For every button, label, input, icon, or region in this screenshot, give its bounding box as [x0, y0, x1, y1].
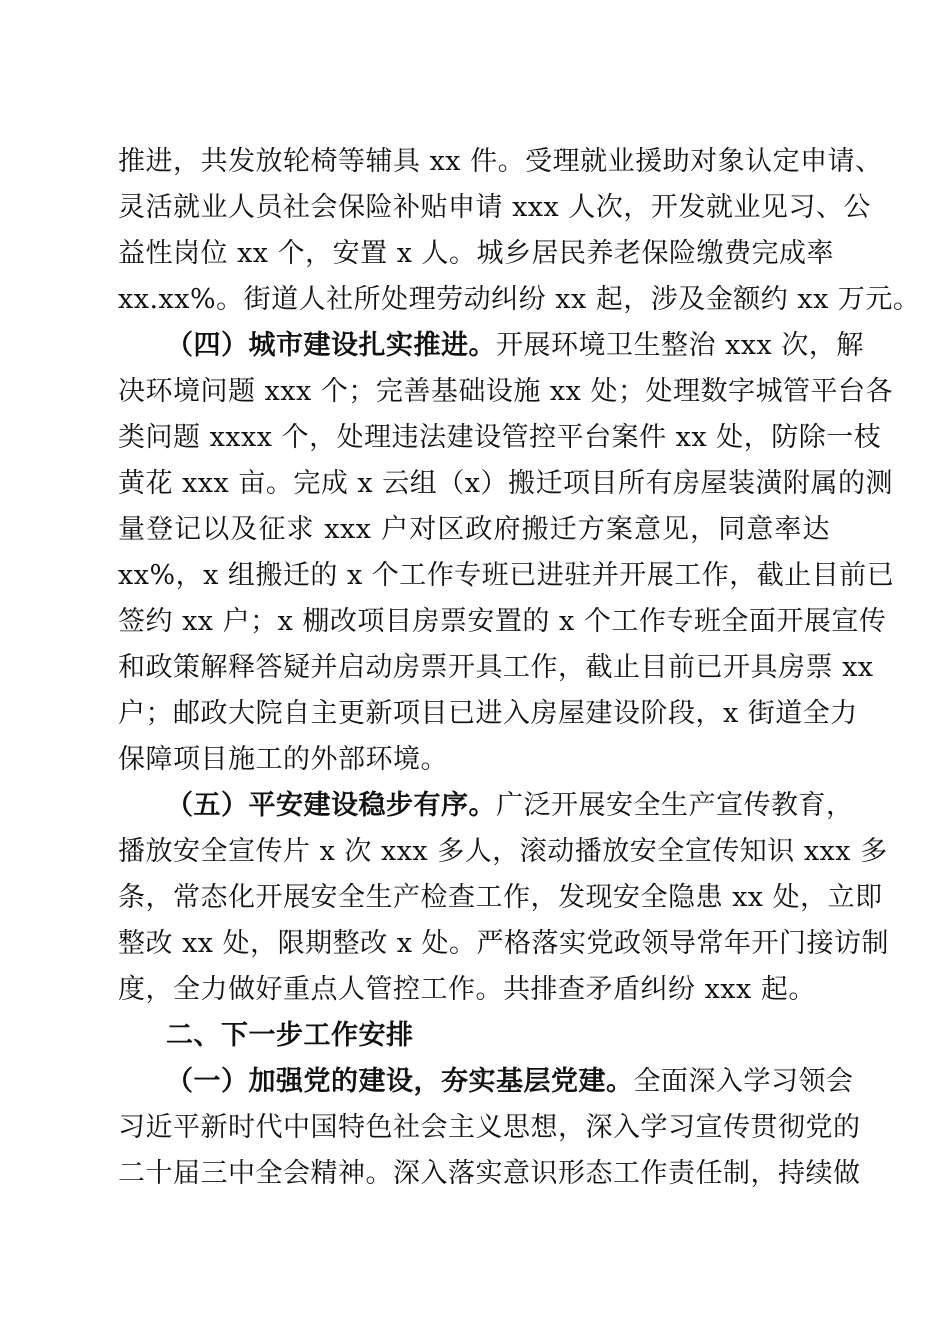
para3-line-1 — [166, 786, 854, 826]
para2-line-9: 户；邮政大院自主更新项目已进入房屋建设阶段，x 街道全力 — [118, 698, 858, 729]
para2-line-8: 和政策解释答疑并启动房票开具工作，截止目前已开具房票 xx — [118, 652, 874, 683]
para1-line-4: xx.xx%。街道人社所处理劳动纠纷 xx 起，涉及金额约 xx 万元。 — [118, 284, 921, 315]
para2-line-4: 黄花 xxx 亩。完成 x 云组（x）搬迁项目所有房屋装潢附属的测 — [118, 468, 893, 499]
para4-title: （一）加强党的建设，夯实基层党建。 — [166, 1066, 634, 1097]
para2-line-10: 保障项目施工的外部环境。 — [118, 744, 448, 775]
section2-heading: 二、下一步工作安排 — [166, 1020, 414, 1051]
para2-title: （四）城市建设扎实推进。 — [166, 330, 496, 361]
para4-line-3: 二十届三中全会精神。深入落实意识形态工作责任制，持续做 — [118, 1158, 861, 1189]
para1-line-1: 推进，共发放轮椅等辅具 xx 件。受理就业援助对象认定申请、 — [118, 146, 883, 177]
para3-line-3: 条，常态化开展安全生产检查工作，发现安全隐患 xx 处，立即 — [118, 882, 883, 913]
para4-line-1 — [166, 1062, 854, 1102]
para1-line-3: 益性岗位 xx 个，安置 x 人。城乡居民养老保险缴费完成率 — [118, 238, 835, 269]
para2-line-1 — [166, 326, 864, 366]
para2-line-2: 决环境问题 xxx 个；完善基础设施 xx 处；处理数字城管平台各 — [118, 376, 893, 407]
para2-line-7: 签约 xx 户；x 棚改项目房票安置的 x 个工作专班全面开展宣传 — [118, 606, 887, 637]
para2-line-1-rest: 开展环境卫生整治 xxx 次，解 — [496, 330, 864, 361]
para3-line-4: 整改 xx 处，限期整改 x 处。严格落实党政领导常年开门接访制 — [118, 928, 890, 959]
para3-line-2: 播放安全宣传片 x 次 xxx 多人，滚动播放安全宣传知识 xxx 多 — [118, 836, 888, 867]
para2-line-3: 类问题 xxxx 个，处理违法建设管控平台案件 xx 处，防除一枝 — [118, 422, 882, 453]
para4-line-2: 习近平新时代中国特色社会主义思想，深入学习宣传贯彻党的 — [118, 1112, 861, 1143]
para2-line-6: xx%，x 组搬迁的 x 个工作专班已进驻并开展工作，截止目前已 — [118, 560, 895, 591]
para4-line-1-rest: 全面深入学习领会 — [633, 1066, 854, 1097]
para3-line-5: 度，全力做好重点人管控工作。共排查矛盾纠纷 xxx 起。 — [118, 974, 816, 1005]
para2-line-5: 量登记以及征求 xxx 户对区政府搬迁方案意见，同意率达 — [118, 514, 830, 545]
para1-line-2: 灵活就业人员社会保险补贴申请 xxx 人次，开发就业见习、公 — [118, 192, 871, 223]
para3-title: （五）平安建设稳步有序。 — [166, 790, 496, 821]
para3-line-1-rest: 广泛开展安全生产宣传教育， — [496, 790, 854, 821]
